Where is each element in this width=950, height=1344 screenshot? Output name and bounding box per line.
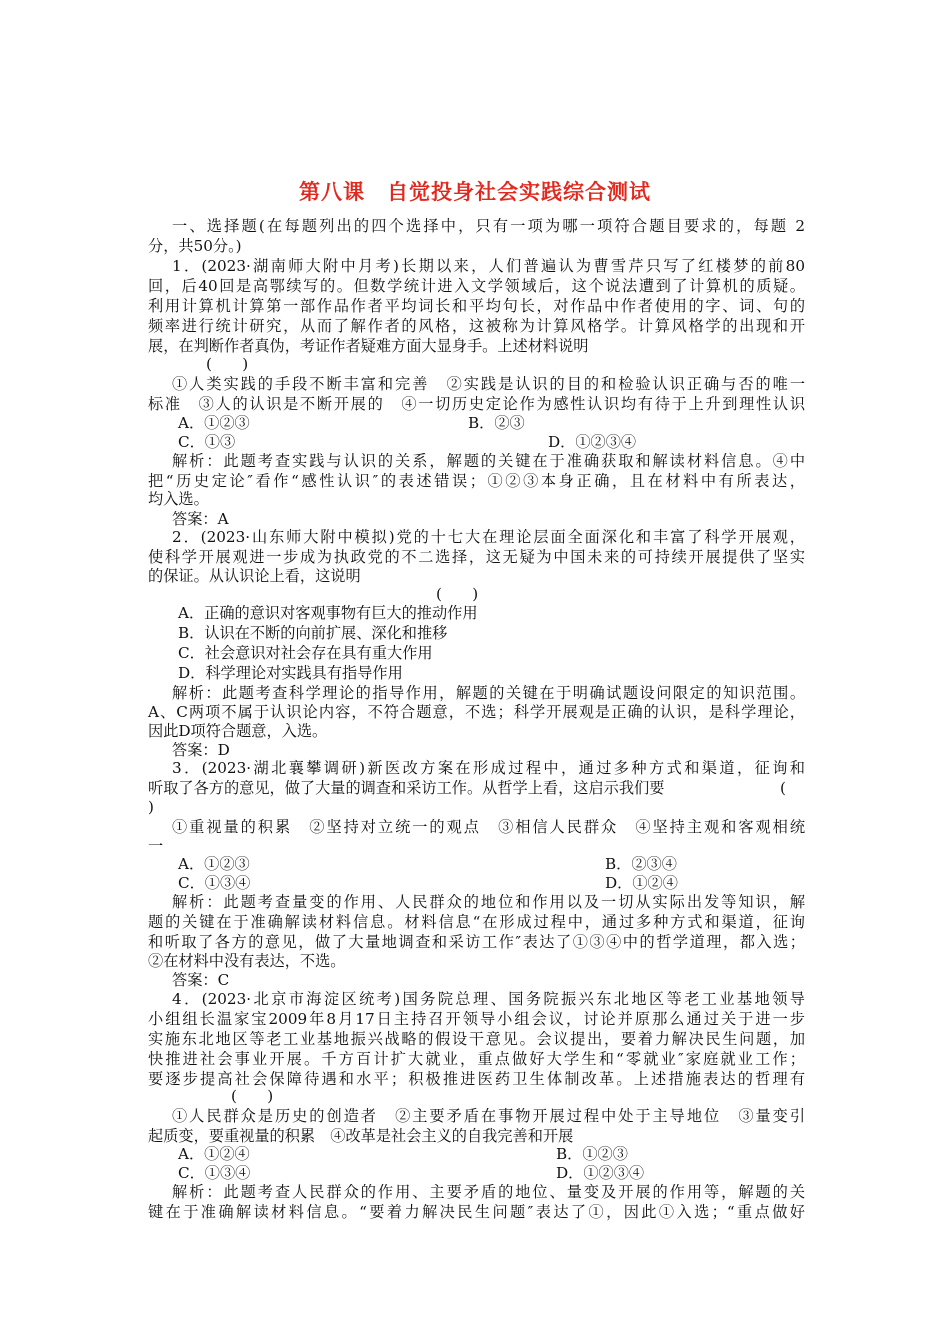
answer-bracket: ) [148,798,154,816]
option-b: B．认识在不断的向前扩展、深化和推移 [178,624,448,642]
question-4-statements: ①人民群众是历史的创造者 ②主要矛盾在事物开展过程中处于主导地位 ③量变引 [172,1107,805,1125]
question-2-analysis: A、C两项不属于认识论内容，不符合题意，不选；科学开展观是正确的认识，是科学理论， [148,703,805,721]
question-4-text: 快推进社会事业开展。千方百计扩大就业，重点做好大学生和“零就业″家庭就业工作； [148,1050,805,1068]
question-3-statements: 一 [148,837,164,855]
option-d: D．①②④ [605,874,678,892]
option-b: B．②③④ [605,855,677,873]
question-2-analysis: 解析：此题考查科学理论的指导作用，解题的关键在于明确试题设问限定的知识范围。 [172,684,805,702]
question-1-analysis: 解析：此题考查实践与认识的关系，解题的关键在于准确获取和解读材料信息。④中 [172,452,805,470]
question-4-text: 4．(2023·北京市海淀区统考)国务院总理、国务院振兴东北地区等老工业基地领导 [172,990,805,1008]
question-4-text: 要逐步提高社会保障待遇和水平；积极推进医药卫生体制改革。上述措施表达的哲理有 [148,1070,805,1088]
option-a: A．①②③ [178,855,250,873]
question-2-text: 的保证。从认识论上看，这说明 [148,567,361,585]
option-b: B．②③ [468,414,525,432]
section-intro-line: 一、选择题(在每题列出的四个选择中，只有一项为哪一项符合题目要求的，每题 2 [172,217,805,235]
question-4-analysis: 键在于准确解读材料信息。“要着力解决民生问题″表达了①，因此①入选；“重点做好 [148,1203,805,1221]
question-3-analysis: 和听取了各方的意见，做了大量地调查和采访工作″表达了①③④中的哲学道理，都入选； [148,933,805,951]
question-1-text: 1．(2023·湖南师大附中月考)长期以来，人们普遍认为曹雪芹只写了红楼梦的前80 [172,257,805,275]
answer-bracket: ( [780,779,786,797]
option-d: D．①②③④ [556,1164,645,1182]
question-1-text: 回，后40回是高鄂续写的。但数学统计进入文学领域后，这个说法遭到了计算机的质疑。 [148,277,805,295]
question-2-analysis: 因此D项符合题意，入选。 [148,722,328,740]
question-4-statements: 起质变，要重视量的积累 ④改革是社会主义的自我完善和开展 [148,1127,574,1145]
option-d: D．科学理论对实践具有指导作用 [178,664,403,682]
question-1-text: 频率进行统计研究，从而了解作者的风格，这被称为计算风格学。计算风格学的出现和开 [148,317,805,335]
question-2-text: 2．(2023·山东师大附中模拟)党的十七大在理论层面全面深化和丰富了科学开展观， [172,528,805,546]
answer-bracket: ( ) [436,585,479,603]
question-3-text: 听取了各方的意见，做了大量的调查和采访工作。从哲学上看，这启示我们要 [148,779,665,797]
question-1-analysis: 均入选。 [148,490,209,508]
option-b: B．①②③ [556,1145,628,1163]
option-a: A．正确的意识对客观事物有巨大的推动作用 [178,604,478,622]
question-1-text: 利用计算机计算第一部作品作者平均词长和平均句长，对作品中作者使用的字、词、句的 [148,297,805,315]
option-a: A．①②④ [178,1145,250,1163]
question-3-analysis: ②在材料中没有表达，不选。 [148,952,346,970]
question-1-answer: 答案：A [172,510,229,528]
question-1-statements: ①人类实践的手段不断丰富和完善 ②实践是认识的目的和检验认识正确与否的唯一 [172,375,805,393]
question-3-text: 3．(2023·湖北襄攀调研)新医改方案在形成过程中，通过多种方式和渠道，征询和 [172,759,805,777]
page-title: 第八课 自觉投身社会实践综合测试 [299,180,651,204]
question-3-answer: 答案：C [172,971,230,989]
question-2-answer: 答案：D [172,741,230,759]
question-4-text: 实施东北地区等老工业基地振兴战略的假设干意见。会议提出，要着力解决民生问题，加 [148,1030,805,1048]
option-c: C．①③ [178,433,236,451]
option-d: D．①②③④ [548,433,637,451]
option-c: C．①③④ [178,1164,251,1182]
question-3-statements: ①重视量的积累 ②坚持对立统一的观点 ③相信人民群众 ④坚持主观和客观相统 [172,818,805,836]
question-3-analysis: 解析：此题考查量变的作用、人民群众的地位和作用以及一切从实际出发等知识，解 [172,893,805,911]
question-1-analysis: 把“历史定论″看作“感性认识″的表述错误；①②③本身正确，且在材料中有所表达， [148,472,805,490]
question-3-analysis: 题的关键在于准确解读材料信息。材料信息“在形成过程中，通过多种方式和渠道，征询 [148,913,805,931]
answer-bracket: ( ) [206,355,249,373]
section-intro-line: 分，共50分。) [148,237,242,255]
answer-bracket: ( ) [231,1087,274,1105]
question-2-text: 使科学开展观进一步成为执政党的不二选择，这无疑为中国未来的可持续开展提供了坚实 [148,548,805,566]
question-4-analysis: 解析：此题考查人民群众的作用、主要矛盾的地位、量变及开展的作用等，解题的关 [172,1183,805,1201]
question-1-text: 展，在判断作者真伪，考证作者疑难方面大显身手。上述材料说明 [148,337,589,355]
question-4-text: 小组组长温家宝2009年8月17日主持召开领导小组会议，讨论并原那么通过关于进一步 [148,1010,805,1028]
option-c: C．①③④ [178,874,251,892]
option-c: C．社会意识对社会存在具有重大作用 [178,644,433,662]
question-1-statements: 标准 ③人的认识是不断开展的 ④一切历史定论作为感性认识均有待于上升到理性认识 [148,395,805,413]
option-a: A．①②③ [178,414,250,432]
